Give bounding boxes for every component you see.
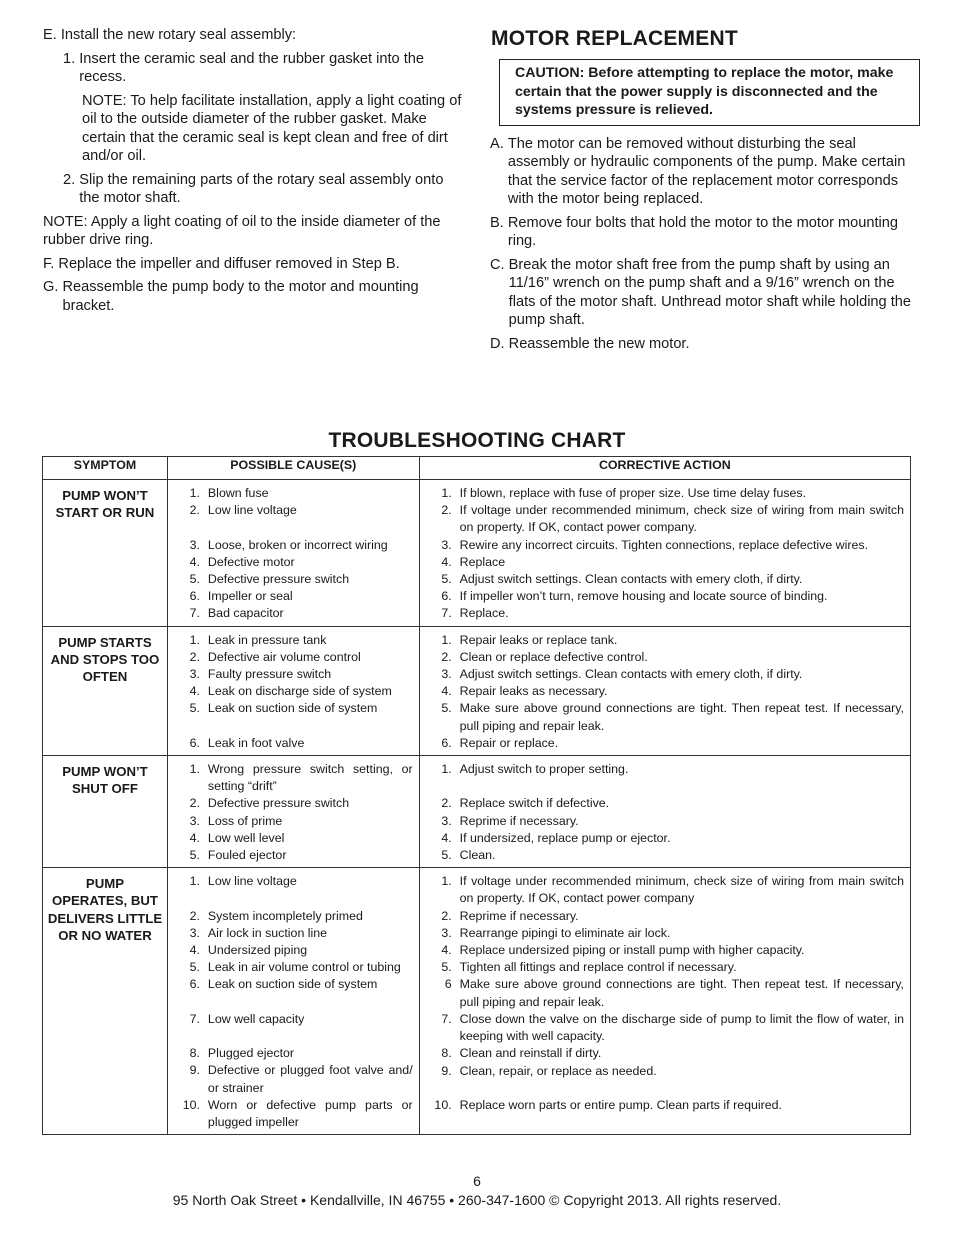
- cause-item: [176, 813, 413, 830]
- symptom-cell: PUMP WON’T START OR RUN: [43, 480, 168, 627]
- item-text: Adjust switch to proper setting.: [459, 762, 629, 777]
- step-e2: [43, 171, 463, 208]
- cause-item: [176, 605, 413, 622]
- item-number: 2.: [189, 649, 200, 664]
- action-item: [428, 649, 904, 666]
- step-label: G.: [43, 279, 63, 295]
- step-label: A.: [490, 135, 508, 152]
- cause-item: [176, 1097, 413, 1131]
- item-text: Leak on suction side of system: [207, 701, 378, 716]
- item-text: If voltage under recommended minimum, check size of wiring from main switch on property. If OK, contact power company.: [459, 503, 904, 535]
- cause-item: [176, 847, 413, 864]
- item-text: Faulty pressure switch: [207, 667, 332, 682]
- item-text: Clean, repair, or replace as needed.: [459, 1063, 657, 1078]
- item-text: Undersized piping: [207, 943, 308, 958]
- actions-cell: [419, 626, 910, 755]
- step-f: [43, 255, 463, 274]
- footer-address: 95 North Oak Street • Kendallville, IN 46755 • 260-347-1600 © Copyright 2013. All rights reserved.: [172, 1192, 782, 1208]
- item-text: Close down the valve on the discharge side of pump to limit the flow of water, in keeping with well capacity.: [459, 1011, 904, 1044]
- item-number: 1.: [441, 632, 452, 647]
- step-text: Remove four bolts that hold the motor to the motor mounting ring.: [507, 214, 899, 249]
- action-item: [428, 847, 904, 864]
- item-text: Defective pressure switch: [207, 572, 350, 586]
- causes-cell: [167, 480, 419, 627]
- motor-step-c: [490, 256, 915, 330]
- item-number: 4.: [441, 830, 452, 845]
- item-text: Clean and reinstall if dirty.: [459, 1046, 602, 1061]
- action-item: [428, 976, 904, 1010]
- item-text: Defective motor: [207, 554, 295, 569]
- cause-item: [176, 571, 413, 588]
- table-row: [43, 480, 911, 627]
- item-text: Bad capacitor: [207, 606, 284, 621]
- item-number: 5.: [441, 848, 452, 863]
- action-item: [428, 588, 904, 605]
- item-number: 8.: [441, 1046, 452, 1061]
- step-text: Install the new rotary seal assembly:: [60, 27, 297, 43]
- action-item: [428, 1011, 904, 1045]
- action-item: [428, 485, 904, 502]
- action-item: [428, 908, 904, 925]
- item-number: 2.: [441, 908, 452, 923]
- action-item: [428, 830, 904, 847]
- item-text: Defective air volume control: [207, 649, 361, 664]
- table-body: [43, 480, 911, 1135]
- header-causes: POSSIBLE CAUSE(S): [167, 457, 419, 480]
- step-g: [43, 278, 463, 315]
- item-text: Repair or replace.: [459, 735, 559, 750]
- cause-item: [176, 649, 413, 666]
- item-number: 6.: [189, 589, 200, 604]
- item-number: 4.: [189, 943, 200, 958]
- action-item: [428, 605, 904, 622]
- item-number: 7.: [189, 606, 200, 621]
- cause-item: [176, 925, 413, 942]
- item-text: Low line voltage: [207, 874, 297, 889]
- action-item: [428, 795, 904, 812]
- item-number: 6.: [189, 977, 200, 992]
- item-text: Repair leaks as necessary.: [459, 684, 608, 699]
- item-text: Leak in pressure tank: [207, 632, 327, 647]
- item-text: Replace switch if defective.: [459, 796, 610, 811]
- actions-cell: [419, 756, 910, 868]
- cause-item: [176, 761, 413, 795]
- item-number: 10.: [434, 1097, 452, 1112]
- action-item: [428, 683, 904, 700]
- item-text: Replace undersized piping or install pump with higher capacity.: [459, 943, 805, 958]
- item-text: Leak in foot valve: [207, 735, 305, 750]
- item-number: 5.: [189, 701, 200, 716]
- item-number: 3.: [441, 813, 452, 828]
- page-number: 6: [473, 1173, 481, 1189]
- step-label: C.: [490, 256, 509, 273]
- drive-ring-note: NOTE: Apply a light coating of oil to the inside diameter of the rubber drive ring.: [43, 213, 441, 248]
- cause-item: [176, 666, 413, 683]
- cause-item: [176, 735, 413, 752]
- item-number: 5.: [441, 701, 452, 716]
- item-number: 2.: [189, 503, 200, 518]
- cause-item: [176, 976, 413, 993]
- item-number: 3.: [441, 537, 452, 552]
- item-number: 4.: [441, 554, 452, 569]
- cause-item: [176, 1011, 413, 1028]
- action-item: [428, 700, 904, 734]
- causes-cell: [167, 868, 419, 1135]
- item-number: 5.: [189, 848, 200, 863]
- step-text: Insert the ceramic seal and the rubber gasket into the recess.: [79, 50, 425, 85]
- item-text: Rewire any incorrect circuits. Tighten connections, replace defective wires.: [459, 537, 869, 552]
- item-text: If voltage under recommended minimum, check size of wiring from main switch on property. If OK, contact power company: [459, 874, 904, 906]
- item-text: Defective or plugged foot valve and/ or strainer: [207, 1063, 413, 1095]
- item-text: Loss of prime: [207, 813, 283, 828]
- action-item: [428, 873, 904, 907]
- item-number: 6: [444, 977, 452, 992]
- step-text: Break the motor shaft free from the pump shaft by using an 11/16” wrench on the pump shaft and a 9/16” wrench on the flats of the motor shaft. Unthread motor shaft while holding the pump shaft.: [508, 256, 912, 328]
- item-number: 3.: [189, 813, 200, 828]
- cause-item: [176, 632, 413, 649]
- item-number: 2.: [441, 796, 452, 811]
- cause-item: [176, 1062, 413, 1096]
- item-number: 3.: [189, 925, 200, 940]
- troubleshooting-title: TROUBLESHOOTING CHART: [328, 429, 626, 452]
- step-label: 1.: [63, 50, 80, 67]
- step-text: Reassemble the pump body to the motor and mounting bracket.: [62, 279, 419, 314]
- item-text: Air lock in suction line: [207, 925, 328, 940]
- cause-item: [176, 502, 413, 519]
- item-number: 1.: [441, 486, 452, 500]
- header-symptom: SYMPTOM: [43, 457, 168, 480]
- table-row: [43, 626, 911, 755]
- step-e1: [43, 50, 463, 87]
- item-text: Replace worn parts or entire pump. Clean parts if required.: [459, 1097, 782, 1112]
- step-text: The motor can be removed without disturbing the seal assembly or hydraulic components of the pump. Make certain that the service factor of the replacement motor corresponds with the motor being replaced.: [507, 135, 906, 207]
- motor-step-a: [490, 135, 915, 209]
- causes-cell: [167, 626, 419, 755]
- motor-step-b: [490, 214, 915, 251]
- cause-item: [176, 959, 413, 976]
- item-text: Replace.: [459, 606, 509, 621]
- cause-item: [176, 908, 413, 925]
- step-e1-note: NOTE: To help facilitate installation, apply a light coating of oil to the outside diameter of the rubber gasket. Make certain that the ceramic seal is kept clean and free of dirt and/or oil.: [82, 92, 462, 164]
- action-item: [428, 735, 904, 752]
- item-number: 2.: [189, 796, 200, 811]
- item-number: 9.: [441, 1063, 452, 1078]
- item-number: 1.: [189, 632, 200, 647]
- troubleshooting-table: [42, 456, 911, 1135]
- step-label: 2.: [63, 171, 80, 188]
- cause-item: [176, 795, 413, 812]
- action-item: [428, 1097, 904, 1114]
- symptom-cell: PUMP STARTS AND STOPS TOO OFTEN: [43, 626, 168, 755]
- item-number: 3.: [441, 925, 452, 940]
- action-item: [428, 813, 904, 830]
- action-item: [428, 942, 904, 959]
- item-number: 5.: [441, 572, 452, 587]
- item-number: 1.: [189, 486, 200, 500]
- item-number: 8.: [189, 1046, 200, 1061]
- item-text: Reprime if necessary.: [459, 908, 579, 923]
- action-item: [428, 1063, 904, 1080]
- action-item: [428, 666, 904, 683]
- item-number: 3.: [189, 667, 200, 682]
- item-number: 1.: [441, 874, 452, 889]
- cause-item: [176, 554, 413, 571]
- item-text: Fouled ejector: [207, 848, 287, 863]
- cause-item: [176, 830, 413, 847]
- action-item: [428, 537, 904, 554]
- item-number: 6.: [441, 735, 452, 750]
- item-text: Leak on discharge side of system: [207, 684, 392, 699]
- motor-replacement-title: MOTOR REPLACEMENT: [491, 27, 738, 50]
- action-item: [428, 761, 904, 778]
- item-number: 3.: [189, 537, 200, 552]
- symptom-cell: PUMP WON’T SHUT OFF: [43, 756, 168, 868]
- item-number: 7.: [441, 1011, 452, 1026]
- item-number: 1.: [441, 762, 452, 777]
- item-number: 6.: [441, 589, 452, 604]
- item-text: Low well level: [207, 830, 285, 845]
- cause-item: [176, 942, 413, 959]
- table-row: [43, 756, 911, 868]
- motor-step-d: [490, 335, 915, 354]
- item-text: Blown fuse: [207, 486, 269, 500]
- actions-cell: [419, 868, 910, 1135]
- item-text: Clean or replace defective control.: [459, 649, 648, 664]
- motor-replacement-section: [490, 26, 915, 358]
- item-text: Clean.: [459, 848, 496, 863]
- action-item: [428, 632, 904, 649]
- causes-cell: [167, 756, 419, 868]
- cause-item: [176, 588, 413, 605]
- item-number: 1.: [189, 874, 200, 889]
- table-header-row: [43, 457, 911, 480]
- step-text: Replace the impeller and diffuser removed in Step B.: [58, 255, 400, 272]
- header-actions: CORRECTIVE ACTION: [419, 457, 910, 480]
- action-item: [428, 959, 904, 976]
- item-number: 2.: [441, 503, 452, 518]
- item-text: Make sure above ground connections are tight. Then repeat test. If necessary, pull piping and repair leak.: [459, 701, 904, 733]
- item-number: 1.: [189, 762, 200, 777]
- cause-item: [176, 485, 413, 502]
- action-item: [428, 502, 904, 536]
- item-text: If blown, replace with fuse of proper size. Use time delay fuses.: [459, 486, 807, 500]
- item-number: 5.: [189, 960, 200, 975]
- step-label: F.: [43, 255, 59, 272]
- action-item: [428, 571, 904, 588]
- item-number: 6.: [189, 735, 200, 750]
- item-text: Adjust switch settings. Clean contacts with emery cloth, if dirty.: [459, 572, 803, 587]
- item-text: Tighten all fittings and replace control if necessary.: [459, 960, 737, 975]
- item-text: Rearrange pipingi to eliminate air lock.: [459, 925, 671, 940]
- step-label: B.: [490, 214, 508, 231]
- action-item: [428, 1045, 904, 1062]
- item-text: If undersized, replace pump or ejector.: [459, 830, 671, 845]
- item-number: 4.: [189, 684, 200, 699]
- step-text: Slip the remaining parts of the rotary seal assembly onto the motor shaft.: [79, 171, 444, 206]
- table-row: [43, 868, 911, 1135]
- item-number: 7.: [441, 606, 452, 621]
- item-text: Adjust switch settings. Clean contacts with emery cloth, if dirty.: [459, 667, 803, 682]
- item-text: Low well capacity: [207, 1011, 305, 1026]
- item-text: Plugged ejector: [207, 1046, 295, 1061]
- item-text: Replace: [459, 554, 506, 569]
- step-text: Reassemble the new motor.: [508, 335, 690, 352]
- item-text: Defective pressure switch: [207, 796, 350, 811]
- item-number: 2.: [441, 649, 452, 664]
- cause-item: [176, 537, 413, 554]
- step-label: D.: [490, 335, 509, 352]
- item-number: 4.: [441, 684, 452, 699]
- item-text: Wrong pressure switch setting, or setting “drift”: [207, 762, 413, 794]
- item-number: 4.: [189, 554, 200, 569]
- item-text: Reprime if necessary.: [459, 813, 579, 828]
- item-text: Make sure above ground connections are tight. Then repeat test. If necessary, pull piping and repair leak.: [459, 977, 904, 1009]
- item-text: Leak on suction side of system: [207, 977, 378, 992]
- item-text: Loose, broken or incorrect wiring: [207, 537, 388, 552]
- cause-item: [176, 700, 413, 717]
- step-e: [43, 26, 463, 45]
- item-text: Leak in air volume control or tubing: [207, 960, 401, 975]
- item-number: 4.: [441, 943, 452, 958]
- cause-item: [176, 873, 413, 890]
- cause-item: [176, 683, 413, 700]
- actions-cell: [419, 480, 910, 627]
- item-text: Worn or defective pump parts or plugged impeller: [207, 1097, 413, 1130]
- item-number: 9.: [189, 1063, 200, 1078]
- item-text: Repair leaks or replace tank.: [459, 632, 618, 647]
- item-number: 5.: [189, 572, 200, 586]
- cause-item: [176, 1045, 413, 1062]
- action-item: [428, 554, 904, 571]
- item-number: 10.: [182, 1097, 200, 1112]
- item-number: 7.: [189, 1011, 200, 1026]
- item-number: 5.: [441, 960, 452, 975]
- symptom-cell: PUMP OPERATES, BUT DELIVERS LITTLE OR NO WATER: [43, 868, 168, 1135]
- action-item: [428, 925, 904, 942]
- caution-box: CAUTION: Before attempting to replace the motor, make certain that the power supply is disconnected and the systems pressure is relieved.: [499, 59, 920, 126]
- item-number: 2.: [189, 908, 200, 923]
- item-text: System incompletely primed: [207, 908, 363, 923]
- item-text: Low line voltage: [207, 503, 297, 518]
- item-number: 4.: [189, 830, 200, 845]
- item-text: Impeller or seal: [207, 589, 293, 604]
- seal-instructions: [43, 26, 463, 320]
- item-number: 3.: [441, 667, 452, 682]
- step-label: E.: [43, 27, 61, 43]
- item-text: If impeller won’t turn, remove housing and locate source of binding.: [459, 589, 828, 604]
